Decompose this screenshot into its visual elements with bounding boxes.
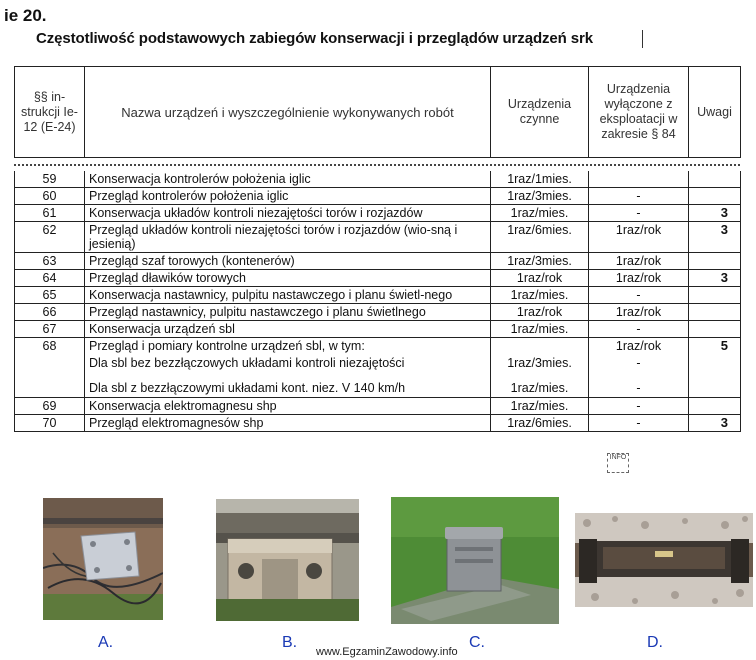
- table-row: [15, 222, 741, 253]
- table-row: [15, 398, 741, 415]
- table-row: [15, 270, 741, 287]
- row-active: 1raz/rok: [491, 304, 589, 321]
- row-notes: 3: [689, 205, 741, 222]
- row-notes: 3: [689, 270, 741, 287]
- row-notes: [689, 287, 741, 304]
- row-active-multiline: [491, 338, 589, 398]
- row-excluded: 1raz/rok: [589, 304, 689, 321]
- row68-line2: Dla sbl bez bezzłączowych układami kontroli niezajętości: [89, 356, 405, 370]
- row-name: Przegląd kontrolerów położenia iglic: [85, 188, 491, 205]
- row-excluded: -: [589, 398, 689, 415]
- header-excluded: Urządzenia wyłączone z eksploatacji w zakresie § 84: [589, 67, 689, 158]
- row-name-multiline: [85, 338, 491, 398]
- row-excluded: 1raz/rok: [589, 270, 689, 287]
- row-excluded: -: [589, 321, 689, 338]
- option-label-c[interactable]: C.: [469, 634, 485, 651]
- row68-excluded3: -: [636, 381, 641, 395]
- option-label-b[interactable]: B.: [282, 634, 298, 651]
- row-name: Przegląd nastawnicy, pulpitu nastawczego i planu świetlnego: [85, 304, 491, 321]
- row-num: 69: [15, 398, 85, 415]
- row-name: Konserwacja kontrolerów położenia iglic: [85, 171, 491, 188]
- photo-rail-junction-box[interactable]: [216, 499, 359, 621]
- table-row: [15, 253, 741, 270]
- table-row: [15, 287, 741, 304]
- row-active: 1raz/6mies.: [491, 222, 589, 253]
- row-name: Konserwacja układów kontroli niezajętości torów i rozjazdów: [85, 205, 491, 222]
- row-num: 64: [15, 270, 85, 287]
- row-excluded: 1raz/rok: [589, 253, 689, 270]
- table-header: [14, 66, 741, 158]
- option-label-a[interactable]: A.: [98, 634, 114, 651]
- photo-cable-terminal-box[interactable]: [391, 497, 559, 624]
- row-active: 1raz/3mies.: [491, 188, 589, 205]
- row-num: 62: [15, 222, 85, 253]
- row-excluded: -: [589, 205, 689, 222]
- watermark-url: www.EgzaminZawodowy.info: [316, 646, 458, 658]
- row-name: Przegląd dławików torowych: [85, 270, 491, 287]
- row-active: 1raz/rok: [491, 270, 589, 287]
- table-title: Częstotliwość podstawowych zabiegów konserwacji i przeglądów urządzeń srk: [36, 30, 593, 47]
- row-excluded: 1raz/rok: [589, 222, 689, 253]
- row-excluded: -: [589, 188, 689, 205]
- photo-track-sensor-plate[interactable]: [43, 498, 163, 620]
- row-excluded: [589, 171, 689, 188]
- row-num: 70: [15, 415, 85, 432]
- row68-excluded2: -: [636, 356, 641, 370]
- row-num: 66: [15, 304, 85, 321]
- table-row: [15, 304, 741, 321]
- row-notes: 3: [689, 415, 741, 432]
- row-notes: [689, 304, 741, 321]
- row-num: 68: [15, 338, 85, 398]
- row-num: 63: [15, 253, 85, 270]
- row-notes: [689, 188, 741, 205]
- header-active: Urządzenia czynne: [491, 67, 589, 158]
- row-num: 59: [15, 171, 85, 188]
- table-body: [14, 171, 741, 432]
- table-row: [15, 188, 741, 205]
- info-badge: INFO: [607, 453, 629, 473]
- row68-active3: 1raz/mies.: [510, 381, 569, 395]
- row-name: Przegląd szaf torowych (kontenerów): [85, 253, 491, 270]
- row-notes: [689, 321, 741, 338]
- row-excluded: -: [589, 415, 689, 432]
- row-active: 1raz/mies.: [491, 321, 589, 338]
- question-number: ie 20.: [4, 6, 47, 25]
- row68-line3: Dla sbl z bezzłączowymi układami kont. niez. V 140 km/h: [89, 381, 406, 395]
- row-active: 1raz/6mies.: [491, 415, 589, 432]
- row-active: 1raz/mies.: [491, 205, 589, 222]
- row-notes: [689, 253, 741, 270]
- dotted-separator: [14, 164, 740, 166]
- row-num: 61: [15, 205, 85, 222]
- row-name: Przegląd układów kontroli niezajętości torów i rozjazdów (wio-sną i jesienią): [85, 222, 491, 253]
- row-active: 1raz/3mies.: [491, 253, 589, 270]
- row-notes: 5: [689, 338, 741, 398]
- row68-excluded1: 1raz/rok: [615, 339, 662, 353]
- row-name: Konserwacja urządzeń sbl: [85, 321, 491, 338]
- row-notes: 3: [689, 222, 741, 253]
- table-row: [15, 171, 741, 188]
- row-notes: [689, 171, 741, 188]
- option-label-d[interactable]: D.: [647, 634, 663, 651]
- row-active: 1raz/mies.: [491, 287, 589, 304]
- row-name: Konserwacja nastawnicy, pulpitu nastawczego i planu świetl-nego: [85, 287, 491, 304]
- row-excluded-multiline: [589, 338, 689, 398]
- row-num: 67: [15, 321, 85, 338]
- row68-line1: Przegląd i pomiary kontrolne urządzeń sbl, w tym:: [89, 339, 365, 353]
- header-name: Nazwa urządzeń i wyszczególnienie wykonywanych robót: [85, 67, 491, 158]
- table-row: [15, 205, 741, 222]
- row68-active2: 1raz/3mies.: [507, 356, 572, 370]
- header-section: §§ in-strukcji Ie-12 (E-24): [15, 67, 85, 158]
- row-excluded: -: [589, 287, 689, 304]
- row-active: 1raz/mies.: [491, 398, 589, 415]
- row-name: Konserwacja elektromagnesu shp: [85, 398, 491, 415]
- table-row: [15, 415, 741, 432]
- table-row: [15, 321, 741, 338]
- row-num: 60: [15, 188, 85, 205]
- row-name: Przegląd elektromagnesów shp: [85, 415, 491, 432]
- row-active: 1raz/1mies.: [491, 171, 589, 188]
- table-row-68: [15, 338, 741, 398]
- row-notes: [689, 398, 741, 415]
- header-notes: Uwagi: [689, 67, 741, 158]
- row-num: 65: [15, 287, 85, 304]
- photo-shp-electromagnet[interactable]: [575, 513, 753, 607]
- text-cursor: [642, 30, 643, 48]
